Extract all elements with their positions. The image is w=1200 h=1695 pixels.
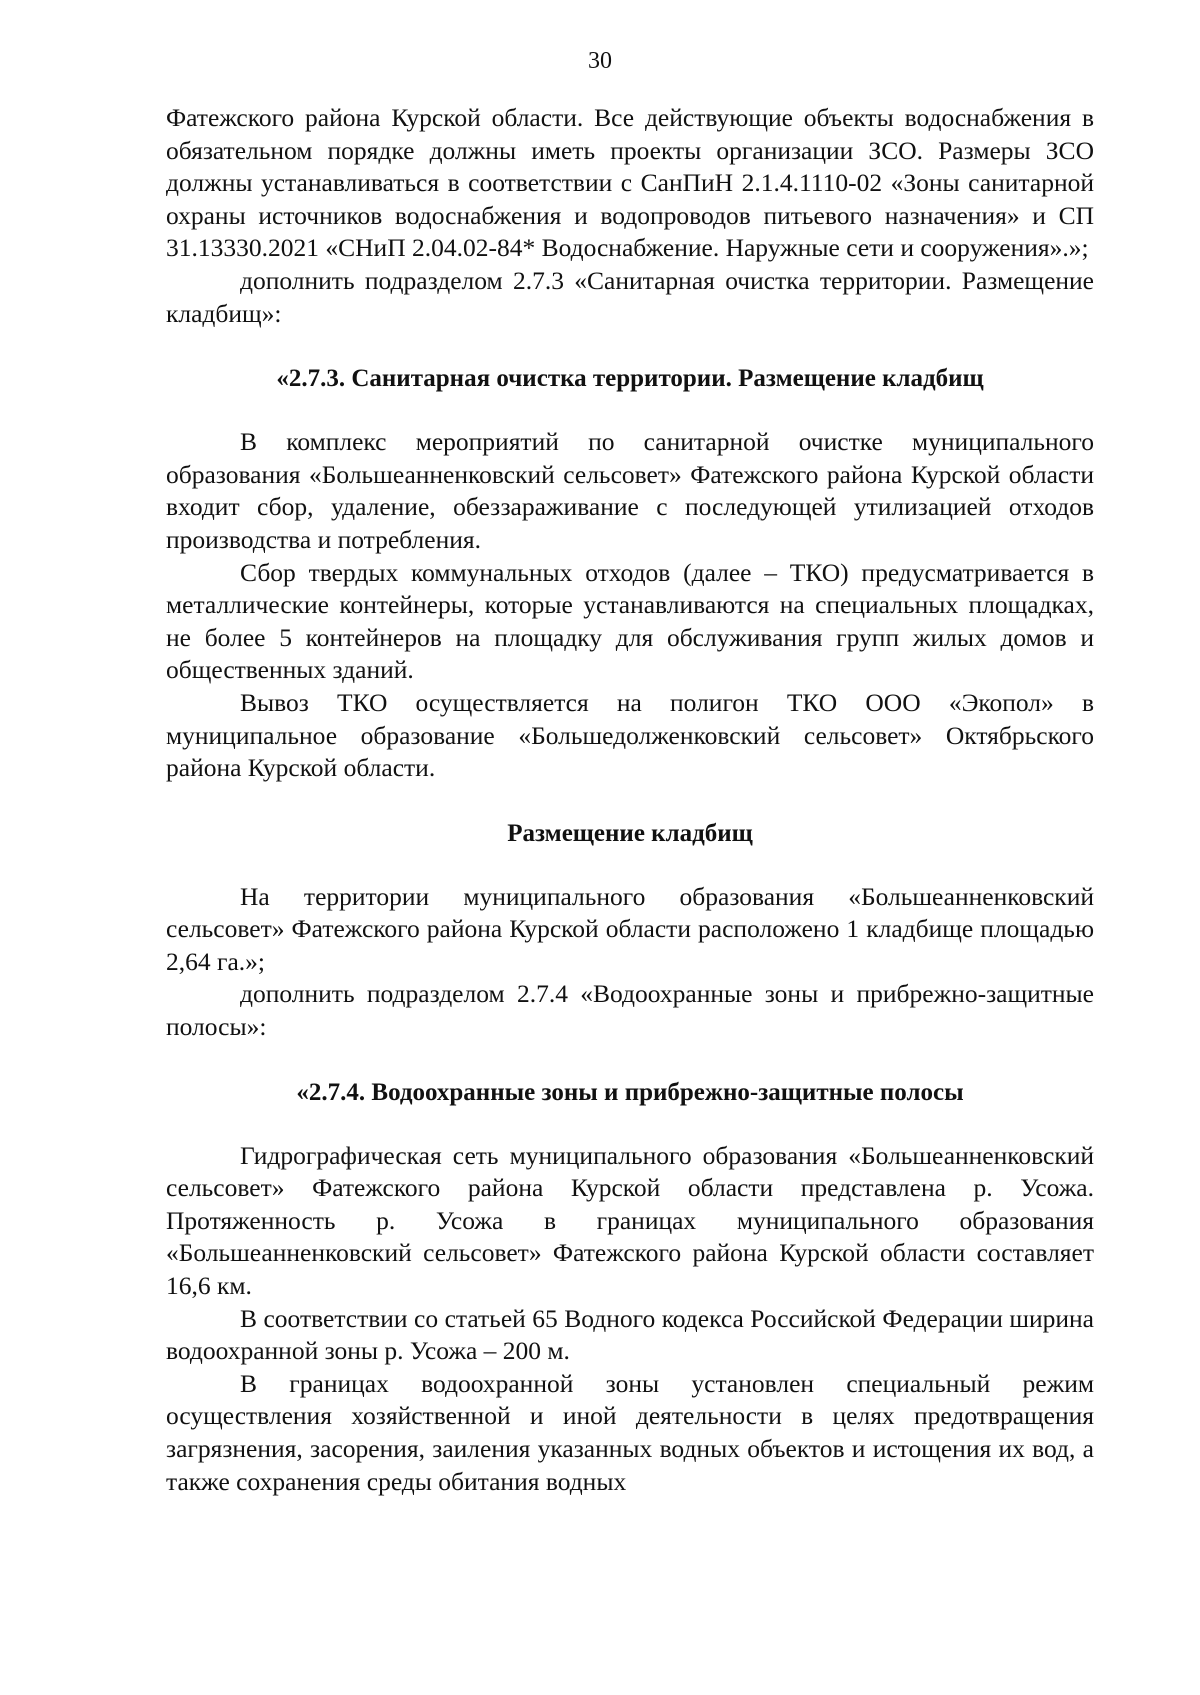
paragraph-add-subsection-2-7-3: дополнить подразделом 2.7.3 «Санитарная очистка территории. Размещение кладбищ»: [166,265,1094,328]
paragraph-tko-collection: Сбор твердых коммунальных отходов (далее – ТКО) предусматривается в металлические контейнеры, которые устанавливаются на специальных площадках, не более 5 контейнеров на площадку для обслуживания групп жилых домов и общественных зданий. [166,557,1094,685]
paragraph-hydrographic-network: Гидрографическая сеть муниципального образования «Большеанненковский сельсовет» Фатежского района Курской области представлена р. Усожа. Протяженность р. Усожа в границах муниципального образования «Большеанненковский сельсовет» Фатежского района Курской области составляет 16,6 км. [166,1140,1094,1301]
paragraph-sanitary-cleaning: В комплекс мероприятий по санитарной очистке муниципального образования «Большеанненковский сельсовет» Фатежского района Курской области входит сбор, удаление, обеззараживание с последующей утилизацией отходов производства и потребления. [166,427,1094,554]
paragraph-cemetery-area: На территории муниципального образования «Большеанненковский сельсовет» Фатежского района Курской области расположено 1 кладбище площадью 2,64 га.»; [166,881,1094,976]
paragraph-special-regime: В границах водоохранной зоны установлен специальный режим осуществления хозяйственной и иной деятельности в целях предотвращения загрязнения, засорения, заиления указанных водных объектов и истощения их вод, а также сохранения среды обитания водных [166,1368,1094,1496]
heading-2-7-4: «2.7.4. Водоохранные зоны и прибрежно-защитные полосы [296,1078,964,1106]
paragraph-add-subsection-2-7-4: дополнить подразделом 2.7.4 «Водоохранные зоны и прибрежно-защитные полосы»: [166,979,1094,1042]
page-number: 30 [588,48,612,74]
heading-2-7-3: «2.7.3. Санитарная очистка территории. Размещение кладбищ [276,365,984,393]
document-body [166,102,1094,1498]
heading-cemeteries: Размещение кладбищ [507,819,753,847]
paragraph-water-supply-zso: Фатежского района Курской области. Все действующие объекты водоснабжения в обязательном порядке должны иметь проекты организации ЗСО. Размеры ЗСО должны устанавливаться в соответствии с СанПиН 2.1.4.1110-02 «Зоны санитарной охраны источников водоснабжения и водопроводов питьевого назначения» и СП 31.13330.2021 «СНиП 2.04.02-84* Водоснабжение. Наружные сети и сооружения».»; [166,103,1094,263]
paragraph-water-protection-width: В соответствии со статьей 65 Водного кодекса Российской Федерации ширина водоохранной зоны р. Усожа – 200 м. [166,1303,1094,1366]
paragraph-tko-removal: Вывоз ТКО осуществляется на полигон ТКО ООО «Экопол» в муниципальное образование «Большедолженковский сельсовет» Октябрьского района Курской области. [166,687,1094,783]
